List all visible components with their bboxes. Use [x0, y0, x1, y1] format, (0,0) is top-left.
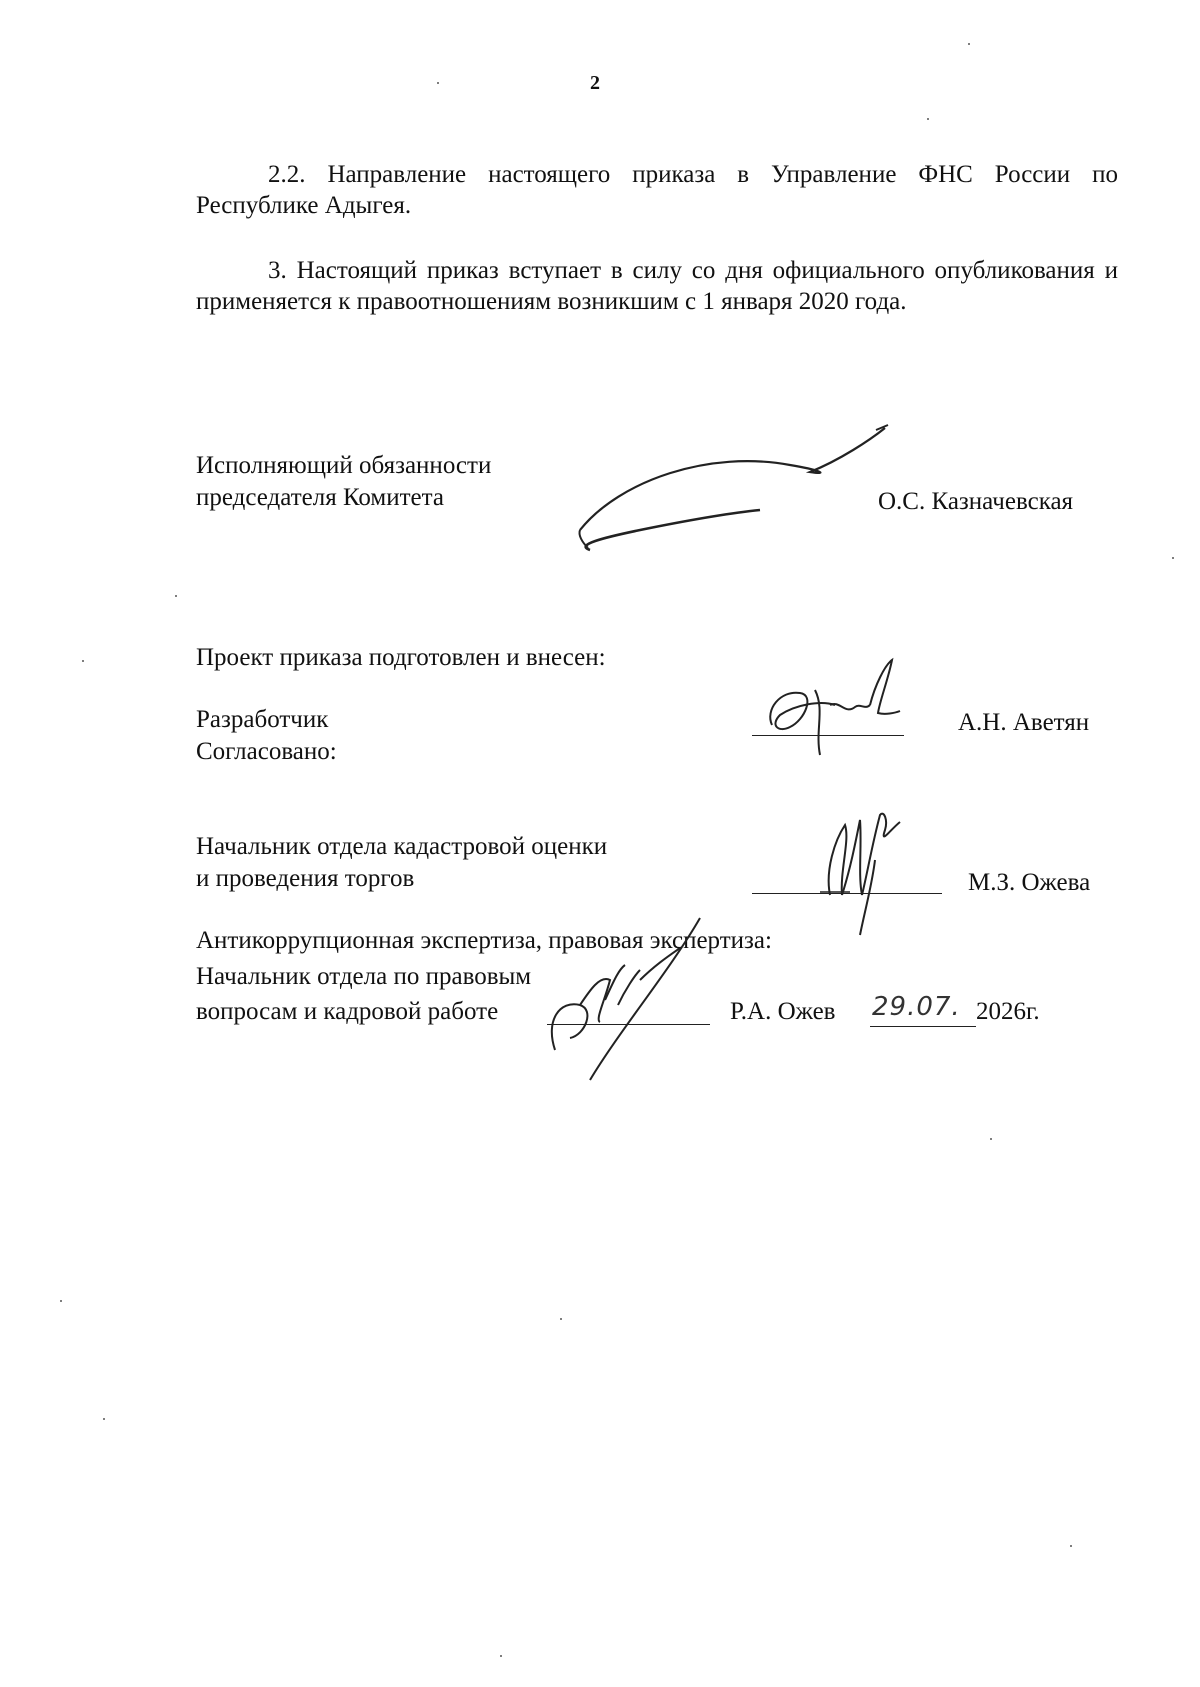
cadastral-name: М.З. Ожева [968, 869, 1091, 896]
year-suffix: 2026г. [976, 998, 1040, 1025]
scan-speck [437, 82, 439, 84]
signature-cadastral [800, 800, 920, 940]
scan-speck [1172, 557, 1174, 559]
scan-speck [103, 1418, 105, 1420]
scan-speck [990, 1138, 992, 1140]
legal-name: Р.А. Ожев [730, 998, 836, 1025]
legal-line2: вопросам и кадровой работе [196, 998, 499, 1025]
signatory-title-line2: председателя Комитета [196, 484, 444, 511]
signature-developer [760, 655, 910, 760]
signatory-name: О.С. Казначевская [878, 488, 1074, 515]
scan-speck [560, 1318, 562, 1320]
developer-name: А.Н. Аветян [958, 709, 1090, 736]
date-underline [870, 1026, 976, 1027]
signatory-title-line1: Исполняющий обязанности [196, 452, 492, 479]
scan-speck [60, 1300, 62, 1302]
handwritten-date: 29.07. [872, 992, 961, 1022]
paragraph-2-2 [196, 159, 1118, 221]
signature-main [560, 420, 900, 565]
prepared-header: Проект приказа подготовлен и внесен: [196, 644, 606, 671]
page-number: 2 [590, 72, 600, 94]
agreed-label: Согласовано: [196, 738, 337, 765]
paragraph-3 [196, 255, 1118, 317]
cadastral-line2: и проведения торгов [196, 865, 415, 892]
scan-speck [175, 595, 177, 597]
developer-label: Разработчик [196, 706, 329, 733]
cadastral-line1: Начальник отдела кадастровой оценки [196, 833, 608, 860]
scan-speck [1070, 1545, 1072, 1547]
legal-header: Антикоррупционная экспертиза, правовая экспертиза: [196, 927, 772, 954]
paragraph-3-text: 3. Настоящий приказ вступает в силу со дня официального опубликования и применяется к правоотношениям возникшим с 1 января 2020 года. [196, 257, 1118, 315]
paragraph-2-2-text: 2.2. Направление настоящего приказа в Управление ФНС России по Республике Адыгея. [196, 161, 1118, 219]
scan-speck [82, 660, 84, 662]
legal-line1: Начальник отдела по правовым [196, 963, 532, 990]
scan-speck [968, 43, 970, 45]
scan-speck [927, 118, 929, 120]
scan-speck [500, 1655, 502, 1657]
signature-legal [540, 910, 720, 1090]
